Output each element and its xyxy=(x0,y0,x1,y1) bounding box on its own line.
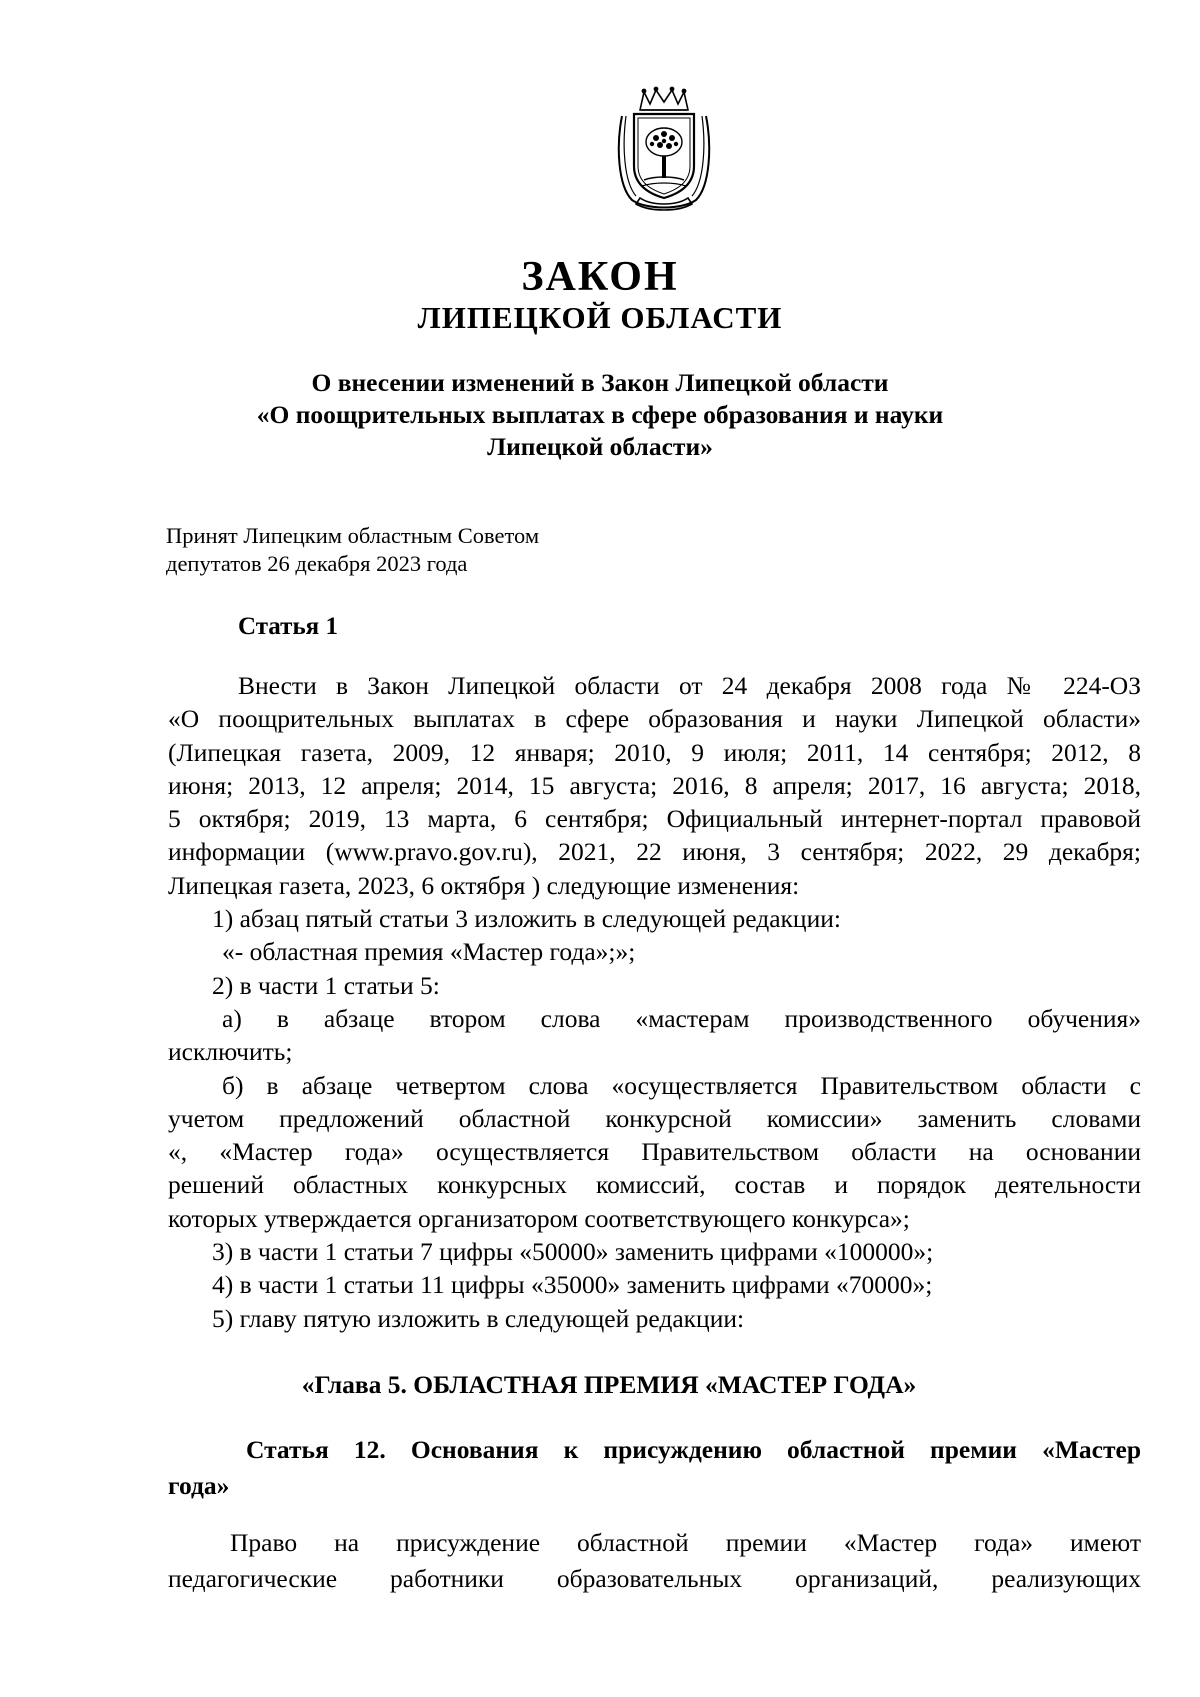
heading-line: года» xyxy=(168,1471,230,1500)
adoption-line: Принят Липецким областным Советом xyxy=(166,523,540,548)
document-type-title: ЗАКОН xyxy=(521,254,679,300)
body-line: 5 октября; 2019, 13 марта, 6 сентября; Официальный интернет-портал правовой xyxy=(168,804,1141,834)
subject-line: О внесении изменений в Закон Липецкой области xyxy=(311,368,889,397)
chapter-5-heading: «Глава 5. ОБЛАСТНАЯ ПРЕМИЯ «МАСТЕР ГОДА» xyxy=(301,1370,917,1399)
body-line: которых утверждается организатором соответствующего конкурса»; xyxy=(168,1203,910,1233)
article-12-body xyxy=(168,1525,1141,1597)
body-line: учетом предложений областной конкурсной комиссии» заменить словами xyxy=(168,1103,1141,1133)
adoption-note xyxy=(166,522,539,578)
body-line: «, «Мастер года» осуществляется Правительством области на основании xyxy=(168,1137,1141,1167)
body-line: 3) в части 1 статьи 7 цифры «50000» заменить цифрами «100000»; xyxy=(212,1237,934,1267)
heading-line: Статья 12. Основания к присуждению областной премии «Мастер xyxy=(246,1435,1141,1464)
subject-line: Липецкой области» xyxy=(487,432,713,461)
body-line: (Липецкая газета, 2009, 12 января; 2010, 9 июля; 2011, 14 сентября; 2012, 8 xyxy=(168,737,1141,767)
article-1-body xyxy=(168,669,1141,1335)
article-1-heading: Статья 1 xyxy=(238,613,338,640)
article-12-heading xyxy=(168,1432,1141,1504)
body-line: б) в абзаце четвертом слова «осуществляется Правительством области с xyxy=(222,1070,1141,1100)
body-line: июня; 2013, 12 апреля; 2014, 15 августа; 2016, 8 апреля; 2017, 16 августа; 2018, xyxy=(168,770,1141,800)
body-line: 5) главу пятую изложить в следующей редакции: xyxy=(212,1303,745,1333)
body-line: педагогические работники образовательных организаций, реализующих xyxy=(168,1564,1141,1593)
body-line: «О поощрительных выплатах в сфере образования и науки Липецкой области» xyxy=(168,704,1141,734)
body-line: решений областных конкурсных комиссий, состав и порядок деятельности xyxy=(168,1170,1141,1200)
body-line: исключить; xyxy=(168,1037,293,1067)
body-line: информации (www.pravo.gov.ru), 2021, 22 июня, 3 сентября; 2022, 29 декабря; xyxy=(168,837,1141,867)
lipetsk-coat-of-arms-icon xyxy=(612,86,716,214)
document-subject xyxy=(0,367,1200,463)
body-line: Внести в Закон Липецкой области от 24 декабря 2008 года № 224-ОЗ xyxy=(238,671,1141,700)
body-line: 4) в части 1 статьи 11 цифры «35000» заменить цифрами «70000»; xyxy=(212,1270,933,1300)
adoption-line: депутатов 26 декабря 2023 года xyxy=(166,551,468,576)
subject-line: «О поощрительных выплатах в сфере образования и науки xyxy=(256,400,944,429)
body-line: 1) абзац пятый статьи 3 изложить в следующей редакции: xyxy=(212,904,841,934)
document-region-title: ЛИПЕЦКОЙ ОБЛАСТИ xyxy=(417,300,783,335)
body-line: а) в абзаце втором слова «мастерам производственного обучения» xyxy=(222,1003,1141,1033)
body-line: «- областная премия «Мастер года»;»; xyxy=(222,937,636,967)
body-line: Право на присуждение областной премии «Мастер года» имеют xyxy=(230,1528,1141,1557)
body-line: 2) в части 1 статьи 5: xyxy=(212,970,440,1000)
body-line: Липецкая газета, 2023, 6 октября ) следующие изменения: xyxy=(168,870,800,900)
